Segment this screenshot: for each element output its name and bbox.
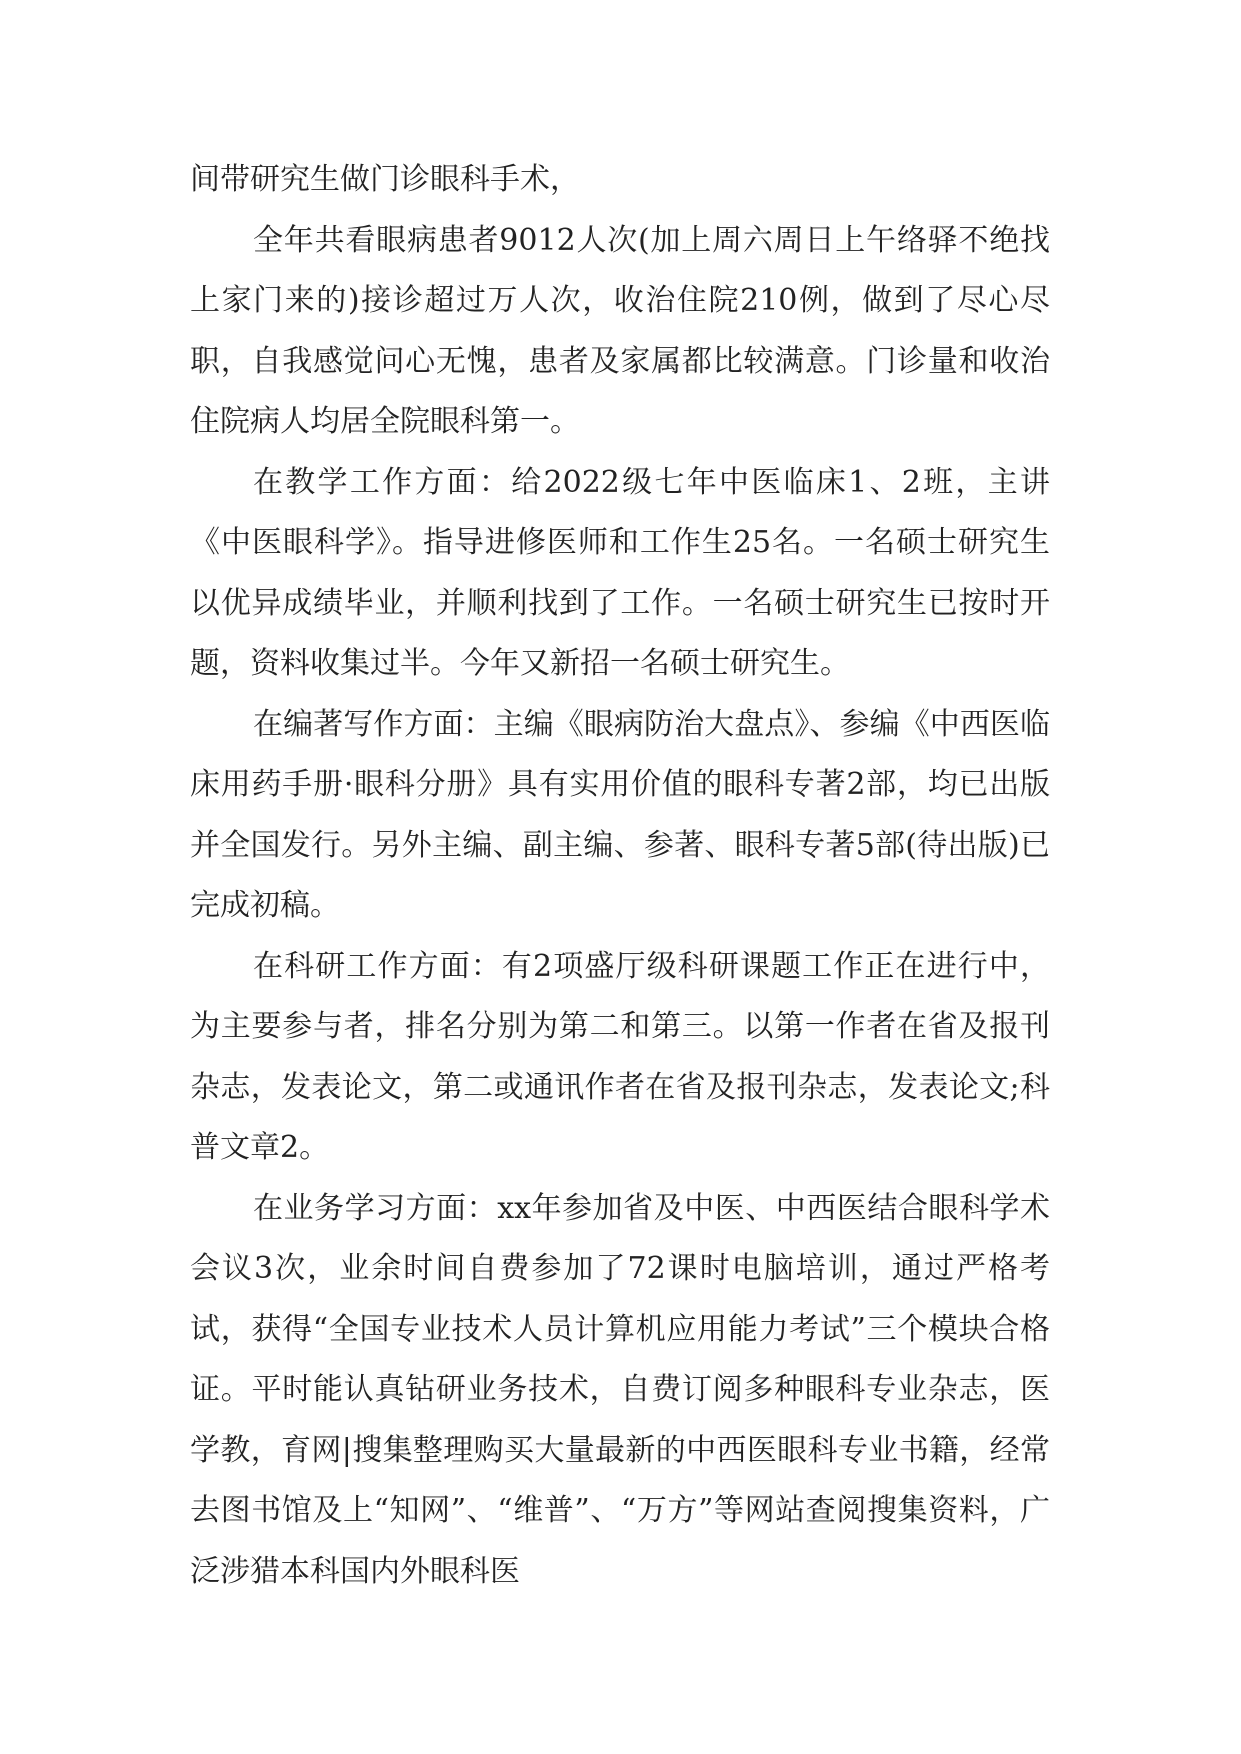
- paragraph-1: 间带研究生做门诊眼科手术，: [190, 162, 580, 197]
- paragraph-2: 全年共看眼病患者9012人次(加上周六周日上午络驿不绝找上家门来的)接诊超过万人次，收治住院210例，做到了尽心尽职，自我感觉问心无愧，患者及家属都比较满意。门诊量和收治住院病人均居全院眼科第一。: [190, 222, 1050, 439]
- paragraph-4: 在编著写作方面：主编《眼病防治大盘点》、参编《中西医临床用药手册·眼科分册》具有实用价值的眼科专著2部，均已出版并全国发行。另外主编、副主编、参著、眼科专著5部(待出版)已完成初稿。: [190, 706, 1050, 923]
- document-page: [190, 150, 1050, 1602]
- paragraph-5: 在科研工作方面：有2项盛厅级科研课题工作正在进行中，为主要参与者，排名分别为第二和第三。以第一作者在省及报刊杂志，发表论文，第二或通讯作者在省及报刊杂志，发表论文;科普文章2。: [190, 948, 1050, 1165]
- paragraph-3: 在教学工作方面：给2022级七年中医临床1、2班，主讲《中医眼科学》。指导进修医师和工作生25名。一名硕士研究生以优异成绩毕业，并顺利找到了工作。一名硕士研究生已按时开题，资料收集过半。今年又新招一名硕士研究生。: [190, 464, 1050, 681]
- paragraph-6: 在业务学习方面：xx年参加省及中医、中西医结合眼科学术会议3次，业余时间自费参加了72课时电脑培训，通过严格考试，获得“全国专业技术人员计算机应用能力考试”三个模块合格证。平时能认真钻研业务技术，自费订阅多种眼科专业杂志，医学教，育网|搜集整理购买大量最新的中西医眼科专业书籍，经常去图书馆及上“知网”、“维普”、“万方”等网站查阅搜集资料，广泛涉猎本科国内外眼科医: [190, 1190, 1050, 1589]
